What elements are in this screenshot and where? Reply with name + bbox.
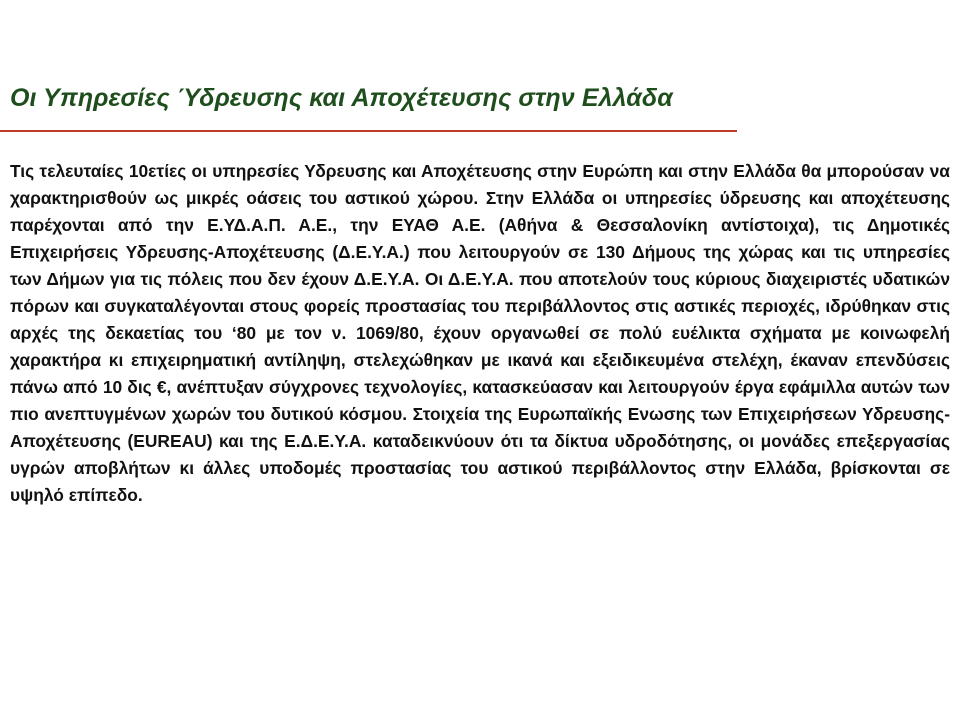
slide-title: Οι Υπηρεσίες Ύδρευσης και Αποχέτευσης στην Ελλάδα xyxy=(10,84,673,112)
slide-body-paragraph: Τις τελευταίες 10ετίες οι υπηρεσίες Υδρευσης και Αποχέτευσης στην Ευρώπη και στην Ελλάδα θα μπορούσαν να χαρακτηρισθούν ως μικρές οάσεις του αστικού χώρου. Στην Ελλάδα οι υπηρεσίες ύδρευσης και αποχέτευσης παρέχονται από την Ε.ΥΔ.Α.Π. Α.Ε., την ΕΥΑΘ Α.Ε. (Αθήνα & Θεσσαλονίκη αντίστοιχα), τις Δημοτικές Επιχειρήσεις Υδρευσης-Αποχέτευσης (Δ.Ε.Υ.Α.) που λειτουργούν σε 130 Δήμους της χώρας και τις υπηρεσίες των Δήμων για τις πόλεις που δεν έχουν Δ.Ε.Υ.Α. Οι Δ.Ε.Υ.Α. που αποτελούν τους κύριους διαχειριστές υδατικών πόρων και συγκαταλέγονται στους φορείς προστασίας του περιβάλλοντος στις αστικές περιοχές, ιδρύθηκαν στις αρχές της δεκαετίας του ‘80 με τον ν. 1069/80, έχουν οργανωθεί σε πολύ ευέλικτα σχήματα με κοινωφελή χαρακτήρα κι επιχειρηματική αντίληψη, στελεχώθηκαν με ικανά και εξειδικευμένα στελέχη, έκαναν επενδύσεις πάνω από 10 δις €, ανέπτυξαν σύγχρονες τεχνολογίες, κατασκεύασαν και λειτουργούν έργα εφάμιλλα αυτών των πιο ανεπτυγμένων χωρών του δυτικού κόσμου. Στοιχεία της Ευρωπαϊκής Ενωσης των Επιχειρήσεων Υδρευσης-Αποχέτευσης (EUREAU) και της Ε.Δ.Ε.Υ.Α. καταδεικνύουν ότι τα δίκτυα υδροδότησης, οι μονάδες επεξεργασίας υγρών αποβλήτων κι άλλες υποδομές προστασίας του αστικού περιβάλλοντος στην Ελλάδα, βρίσκονται σε υψηλό επίπεδο. xyxy=(10,161,950,505)
title-underline-rule xyxy=(0,130,737,132)
